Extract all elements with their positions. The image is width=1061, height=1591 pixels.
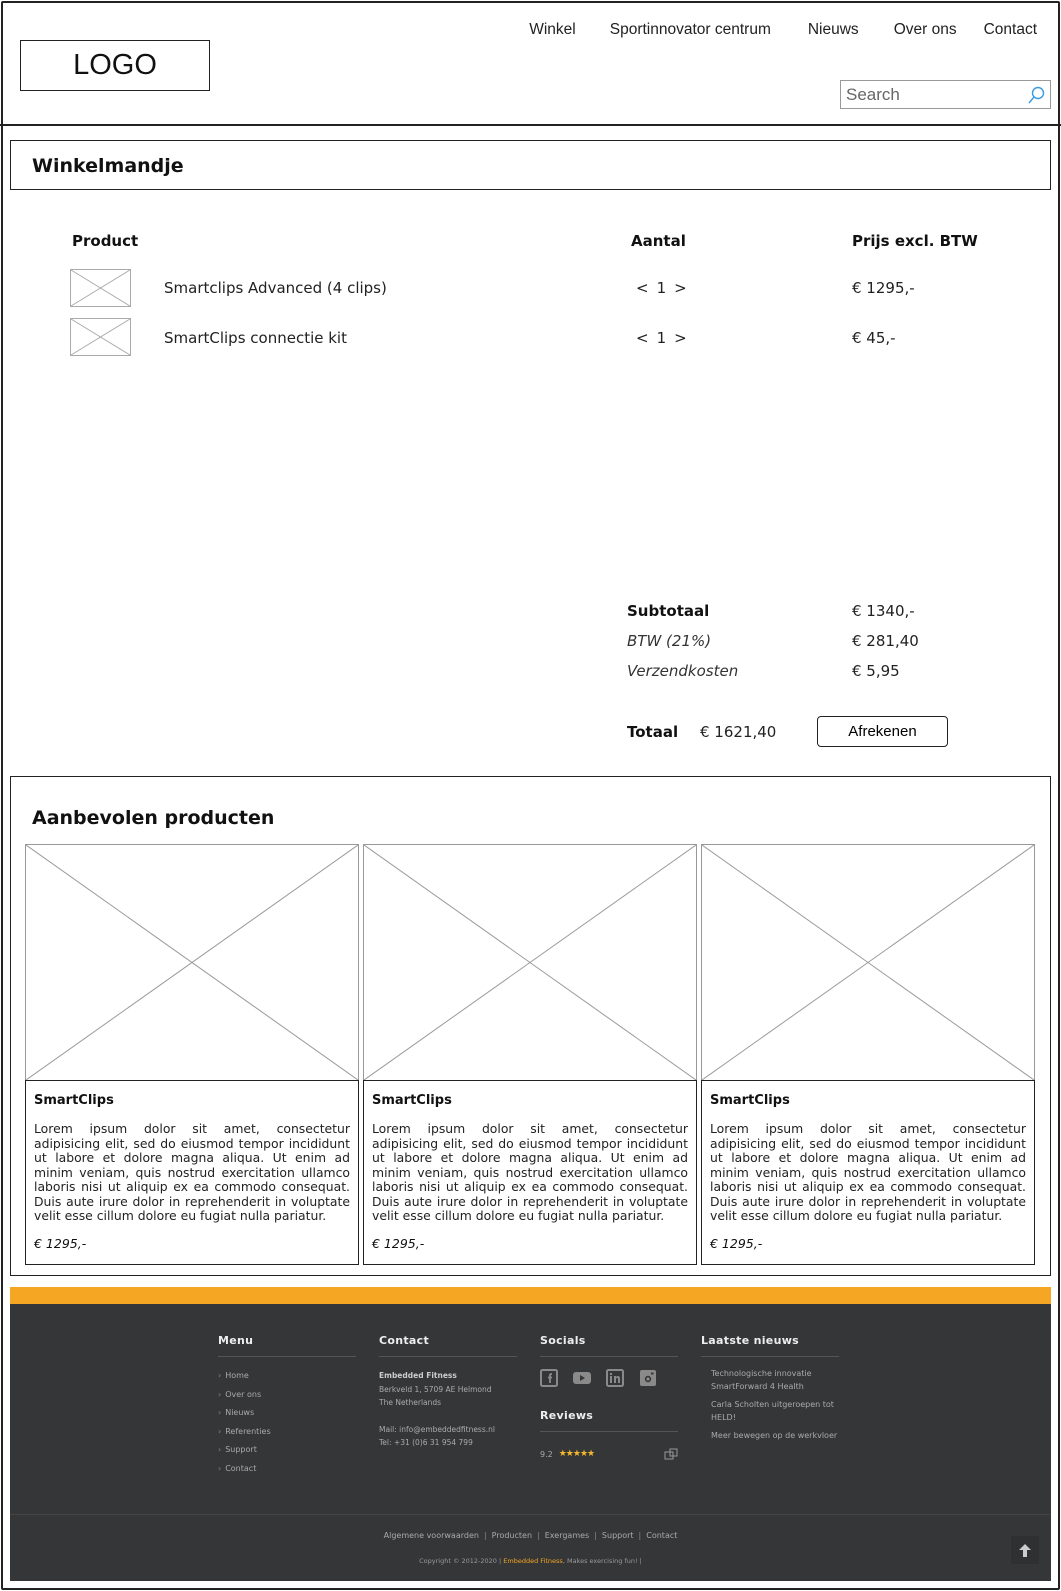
product-card[interactable] (701, 844, 1035, 1265)
linkedin-icon[interactable] (606, 1369, 624, 1387)
product-title: SmartClips (710, 1093, 790, 1108)
search-input[interactable] (841, 81, 1021, 108)
checkout-button[interactable]: Afrekenen (817, 716, 948, 747)
chevron-right-icon: › (218, 1463, 222, 1473)
cart-item-price: € 1295,- (852, 279, 915, 297)
product-price: € 1295,- (710, 1236, 763, 1251)
column-header-quantity: Aantal (631, 232, 686, 250)
footer-links: Algemene voorwaarden | Producten | Exergames | Support | Contact (383, 1531, 678, 1540)
column-header-price: Prijs excl. BTW (852, 232, 978, 250)
cart-item-price: € 45,- (852, 329, 896, 347)
footer-contact-title: Contact (379, 1334, 517, 1357)
product-image-placeholder (363, 844, 697, 1081)
arrow-up-icon (1019, 1544, 1031, 1557)
search-box (840, 80, 1051, 109)
shipping-value: € 5,95 (852, 662, 900, 680)
vat-label: BTW (21%) (627, 632, 712, 650)
company-name: Embedded Fitness (379, 1371, 457, 1380)
product-description: Lorem ipsum dolor sit amet, consectetur adipisicing elit, sed do eiusmod tempor incididunt ut labore et dolore magna aliqua. Ut enim ad minim veniam, quis nostrud exercitation ullamco laboris nisi ut aliquip ex ea commodo consequat. Duis aute irure dolor in reprehenderit in voluptate velit esse cillum dolore eu fugiat nulla pariatur. (372, 1121, 688, 1223)
increase-quantity-button[interactable]: > (674, 279, 687, 297)
quantity-value: 1 (656, 329, 667, 347)
back-to-top-button[interactable] (1011, 1536, 1039, 1564)
quantity-stepper (636, 279, 687, 297)
footer-news-column (701, 1334, 839, 1447)
footer-socials-column (540, 1334, 678, 1460)
chevron-right-icon: › (218, 1426, 222, 1436)
nav-item-winkel[interactable]: Winkel (529, 21, 576, 38)
product-card-body (363, 1080, 697, 1265)
chevron-right-icon: › (218, 1445, 222, 1454)
footer-link-support[interactable]: Support (601, 1531, 634, 1540)
chevron-right-icon: › (218, 1389, 222, 1399)
footer-divider (10, 1514, 1051, 1515)
nav-item-sportinnovator-centrum[interactable]: Sportinnovator centrum (609, 21, 771, 38)
footer-menu-item-home[interactable]: › Home (218, 1371, 249, 1380)
logo[interactable]: LOGO (20, 40, 210, 91)
footer-link-contact[interactable]: Contact (646, 1531, 678, 1540)
footer-menu-item-over-ons[interactable]: › Over ons (218, 1389, 262, 1399)
footer-news-title: Laatste nieuws (701, 1334, 839, 1357)
review-rating[interactable] (540, 1448, 678, 1460)
nav-item-contact[interactable]: Contact (983, 21, 1037, 38)
increase-quantity-button[interactable]: > (674, 329, 687, 347)
footer-menu-item-support[interactable]: › Support (218, 1445, 257, 1454)
section-title: Aanbevolen producten (32, 807, 275, 829)
footer-menu-column (218, 1334, 356, 1478)
copyright-brand[interactable]: Embedded Fitness (503, 1557, 563, 1565)
facebook-icon[interactable] (540, 1369, 558, 1387)
search-icon[interactable] (1026, 85, 1046, 105)
contact-phone[interactable]: Tel: +31 (0)6 31 954 799 (379, 1438, 473, 1447)
footer-link-algemene-voorwaarden[interactable]: Algemene voorwaarden (383, 1531, 479, 1540)
product-description: Lorem ipsum dolor sit amet, consectetur adipisicing elit, sed do eiusmod tempor incididunt ut labore et dolore magna aliqua. Ut enim ad minim veniam, quis nostrud exercitation ullamco laboris nisi ut aliquip ex ea commodo consequat. Duis aute irure dolor in reprehenderit in voluptate velit esse cillum dolore eu fugiat nulla pariatur. (710, 1121, 1026, 1223)
product-image-placeholder (25, 844, 359, 1081)
main-nav (529, 21, 1037, 39)
product-title: SmartClips (372, 1093, 452, 1108)
news-item[interactable]: Meer bewegen op de werkvloer (711, 1431, 838, 1440)
chevron-right-icon: › (218, 1371, 222, 1380)
footer-socials-title: Socials (540, 1334, 678, 1357)
footer-menu-item-referenties[interactable]: › Referenties (218, 1426, 271, 1436)
instagram-icon[interactable] (639, 1369, 657, 1387)
footer-accent-bar (10, 1287, 1051, 1304)
page-title: Winkelmandje (32, 155, 184, 177)
subtotal-label: Subtotaal (627, 602, 710, 620)
news-item[interactable]: Technologische innovatie SmartForward 4 Health (711, 1369, 812, 1391)
nav-item-nieuws[interactable]: Nieuws (807, 21, 859, 38)
product-card[interactable] (363, 844, 697, 1265)
product-description: Lorem ipsum dolor sit amet, consectetur adipisicing elit, sed do eiusmod tempor incididunt ut labore et dolore magna aliqua. Ut enim ad minim veniam, quis nostrud exercitation ullamco laboris nisi ut aliquip ex ea commodo consequat. Duis aute irure dolor in reprehenderit in voluptate velit esse cillum dolore eu fugiat nulla pariatur. (34, 1121, 350, 1223)
copyright: Copyright © 2012-2020 | Embedded Fitness, Makes exercising fun! | (419, 1557, 642, 1565)
total-value: € 1621,40 (700, 723, 777, 741)
star-rating-icon: ★★★★★ (558, 1449, 595, 1459)
footer-menu-item-nieuws[interactable]: › Nieuws (218, 1408, 255, 1417)
address-country: The Netherlands (379, 1398, 442, 1407)
shipping-label: Verzendkosten (627, 662, 739, 680)
product-thumbnail (70, 269, 131, 307)
product-price: € 1295,- (372, 1236, 425, 1251)
product-card-body (25, 1080, 359, 1265)
nav-item-over-ons[interactable]: Over ons (893, 21, 957, 38)
decrease-quantity-button[interactable]: < (636, 279, 649, 297)
quantity-value: 1 (656, 279, 667, 297)
cart-item-name: SmartClips connectie kit (164, 329, 347, 347)
site-footer (10, 1304, 1051, 1581)
footer-contact-column (379, 1334, 517, 1450)
footer-link-exergames[interactable]: Exergames (544, 1531, 590, 1540)
total-label: Totaal (627, 723, 679, 741)
product-thumbnail (70, 318, 131, 356)
news-item[interactable]: Carla Scholten uitgeroepen tot HELD! (711, 1400, 834, 1422)
address-line: Berkveld 1, 5709 AE Helmond (379, 1384, 492, 1394)
recommended-products-section (10, 776, 1051, 1276)
footer-reviews-title: Reviews (540, 1409, 678, 1432)
product-card[interactable] (25, 844, 359, 1265)
youtube-icon[interactable] (573, 1369, 591, 1387)
contact-mail[interactable]: Mail: info@embeddedfitness.nl (379, 1424, 495, 1434)
chevron-right-icon: › (218, 1408, 222, 1417)
site-header (0, 0, 1061, 126)
product-card-body (701, 1080, 1035, 1265)
decrease-quantity-button[interactable]: < (636, 329, 649, 347)
footer-menu-title: Menu (218, 1334, 356, 1357)
subtotal-value: € 1340,- (852, 602, 915, 620)
quantity-stepper (636, 329, 687, 347)
cart-title-box (10, 140, 1051, 190)
column-header-product: Product (72, 232, 139, 250)
footer-menu-item-contact[interactable]: › Contact (218, 1463, 257, 1473)
review-score: 9.2 (540, 1449, 553, 1459)
product-image-placeholder (701, 844, 1035, 1081)
product-title: SmartClips (34, 1093, 114, 1108)
review-widget-icon[interactable] (664, 1448, 678, 1460)
footer-link-producten[interactable]: Producten (491, 1531, 533, 1540)
product-price: € 1295,- (34, 1236, 87, 1251)
cart-item-name: Smartclips Advanced (4 clips) (164, 279, 387, 297)
vat-value: € 281,40 (852, 632, 919, 650)
